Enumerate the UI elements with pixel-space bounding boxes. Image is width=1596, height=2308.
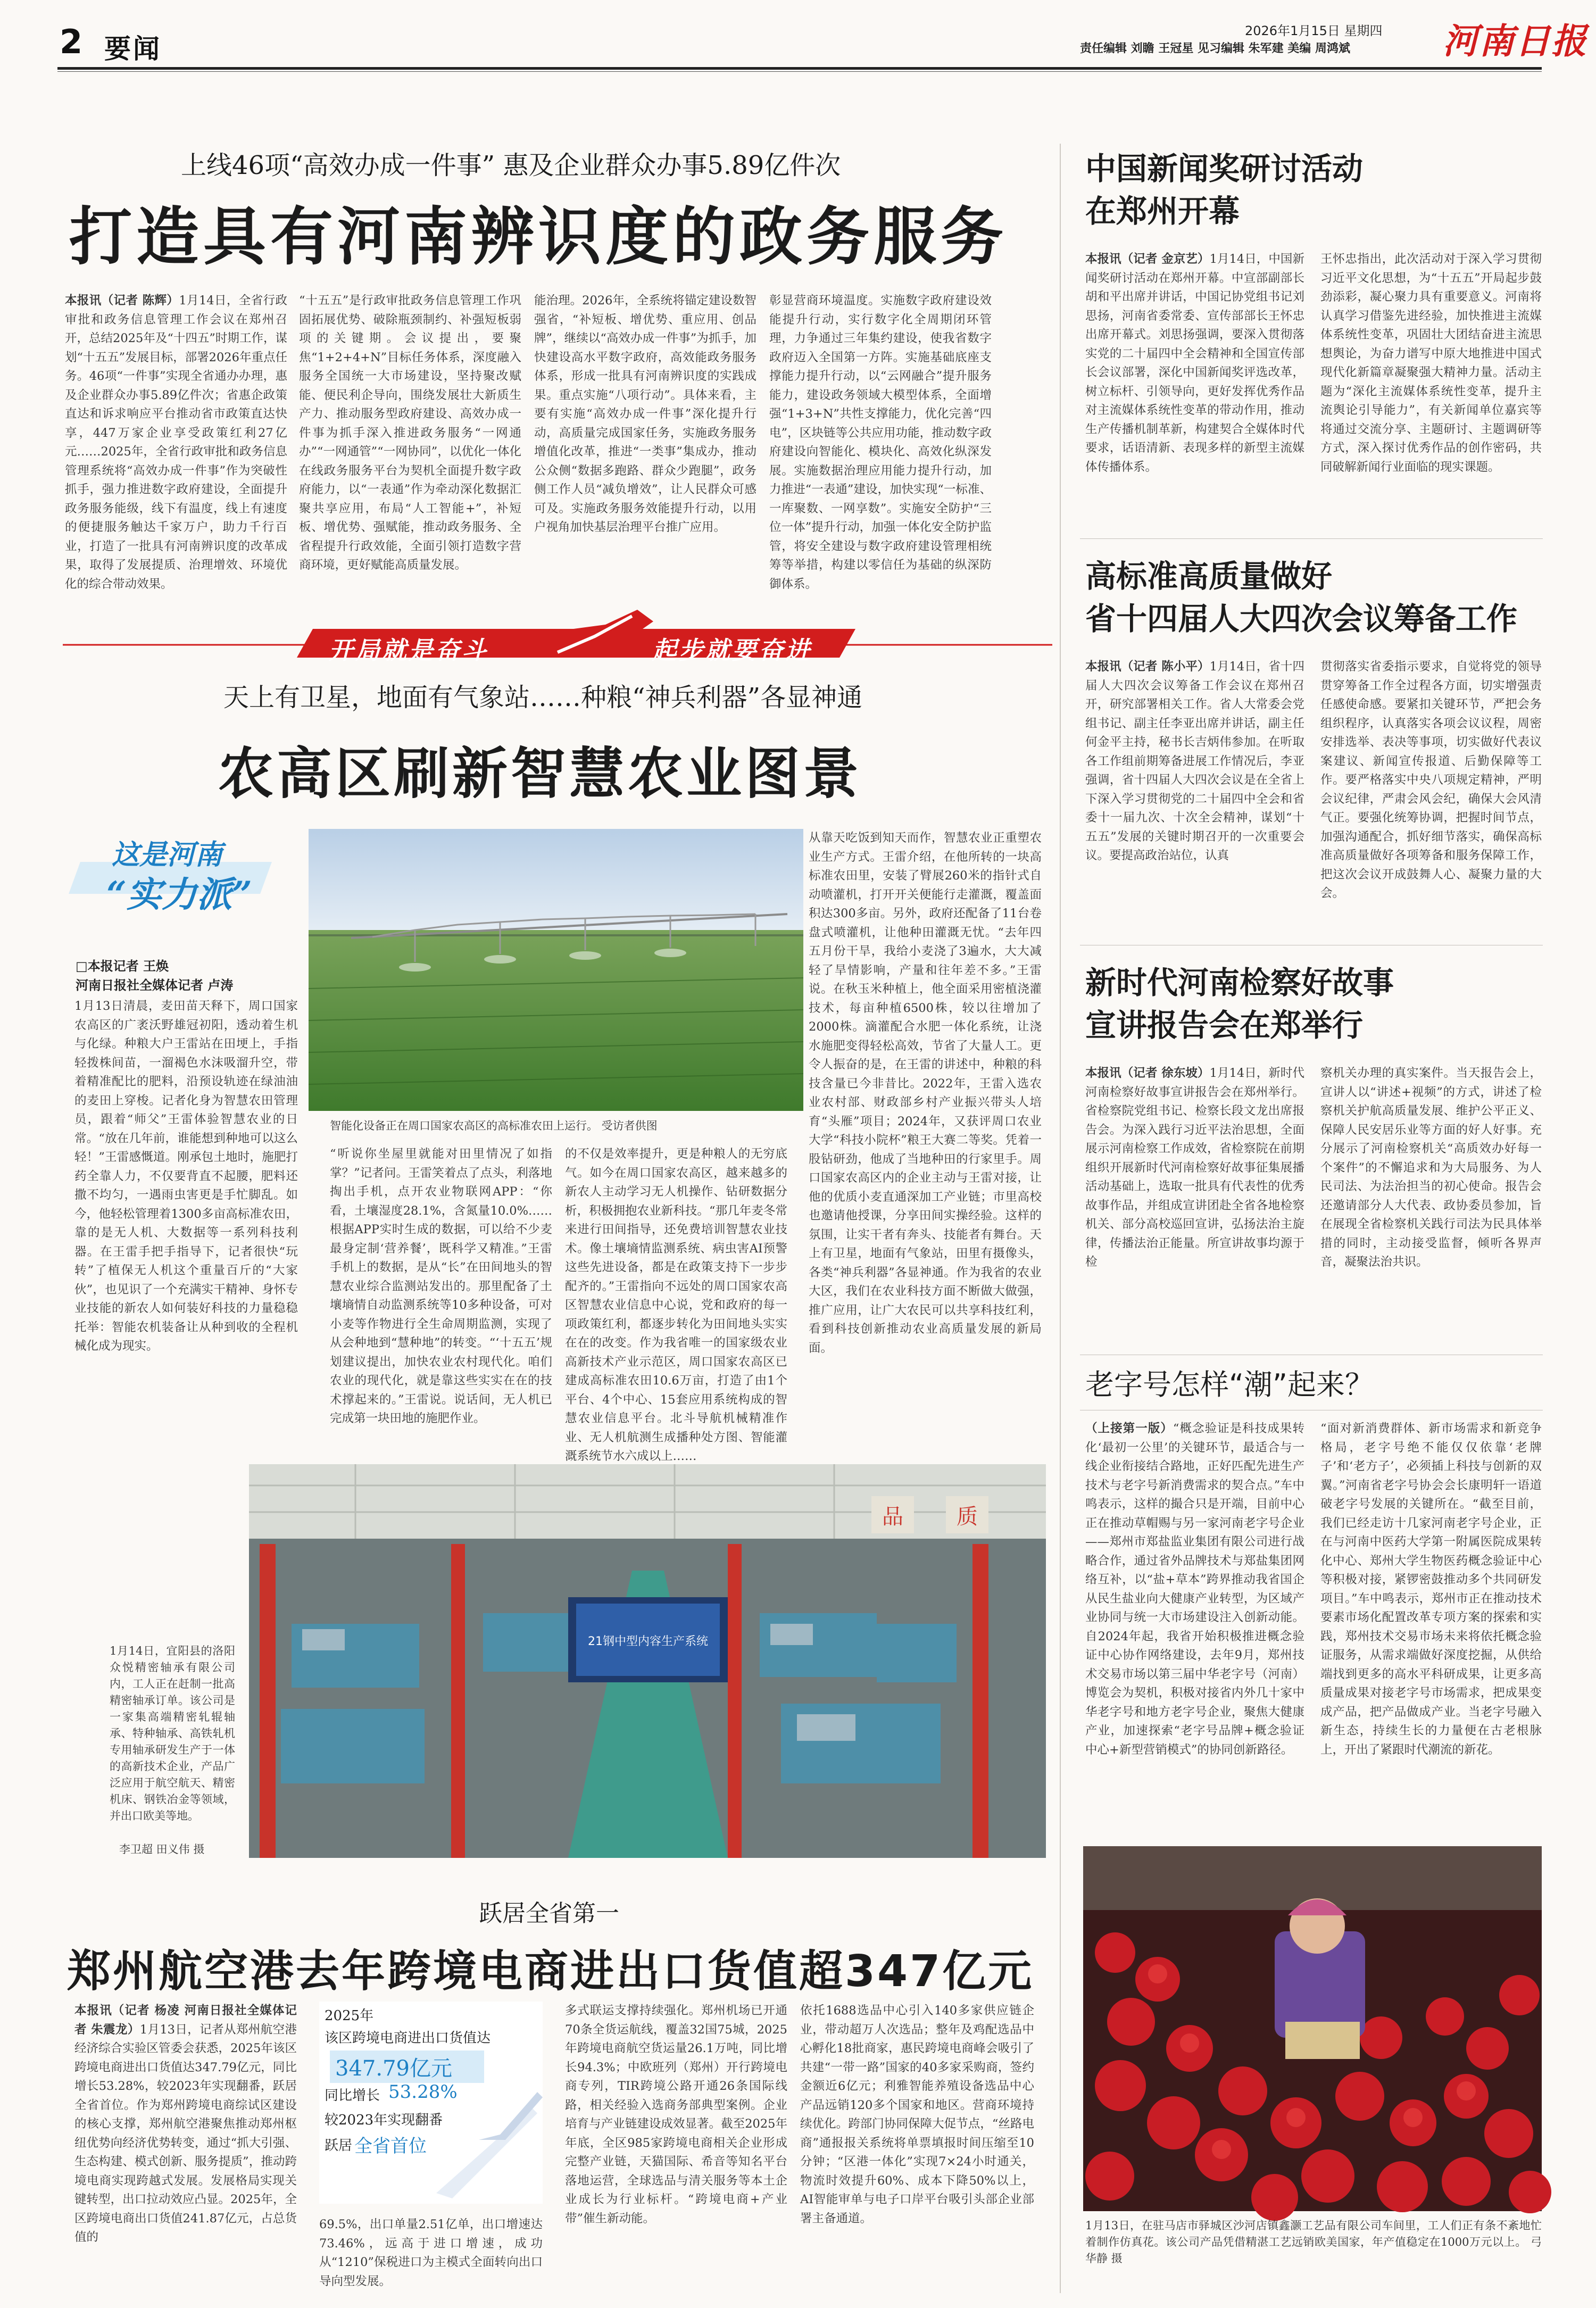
agri-col-2: “听说你坐屋里就能对田里情况了如指掌？”记者问。王雷笑着点了点头，利落地掏出手机，点开农业物联网APP：“你看，土壤湿度28.1%，含氮量10.0%……根据APP实时生成的数据，可以给不少麦最身定制‘营养餐’，既科学又精准。”王雷手机上的数据，是从“长”在田间地头的智慧农业综合监测站发出的。那里配备了土壤墒情自动监测系统等10多种设备，可对小麦等作物进行全生命周期监测，实现了从会种地到“慧种地”的转变。“‘十五五’规划建议提出，加快农业农村现代化。咱们农业的现代化，就是靠这些实实在在的技术撑起来的。”王雷说。说话间，无人机已完成第一块田地的施肥作业。 xyxy=(330,1147,552,1425)
award-col-1 xyxy=(1085,250,1304,534)
paper-name-logo: 河南日报 xyxy=(1443,20,1587,62)
lead-byline: 本报讯（记者 陈辉） xyxy=(65,294,179,308)
right-rule-1 xyxy=(1080,538,1543,539)
lead-kicker: 上线46项“高效办成一件事” 惠及企业群众办事5.89亿件次 xyxy=(181,151,841,180)
lead-col-3: 能治理。2026年，全系统将锚定建设数智强省，“补短板、增优势、重应用、创品牌”，继续以“高效办成一件事”为抓手，加快建设高水平数字政府，高效能政务服务体系，形成一批具有河南辨识度的实践成果。重点实施“八项行动”。具体来看，主要有实施“高效办成一件事”深化提升行动，高质量完成国家任务，实施政务服务增值化改革，推进“一类事”集成办，推动公众侧“数据多跑路、群众少跑腿”，政务侧工作人员“减负增效”，让人民群众可感可及。实施政务服务效能提升行动，以用户视角加快基层治理平台推广应用。 xyxy=(534,294,757,534)
procur-col-1 xyxy=(1085,1064,1304,1348)
lead-title: 打造具有河南辨识度的政务服务 xyxy=(69,200,1008,273)
factory-floor-illustration xyxy=(249,1464,1046,1858)
factory-photo xyxy=(249,1464,1046,1858)
infobox-compare: 较2023年实现翻番 xyxy=(325,2112,443,2128)
brand-subtitle: （上接第一版） xyxy=(1085,1422,1173,1435)
procur-col-2: 察机关办理的真实案件。当天报告会上，宣讲人以“讲述+视频”的方式，讲述了检察机关护航高质量发展、维护公平正义、保障人民安居乐业等方面的好人好事。充分展示了河南检察机关“高质效办好每一个案件”的不懈追求和为大局服务、为人民司法、为法治担当的初心使命。报告会还邀请部分人大代表、政协委员参加，旨在展现全省检察机关践行司法为民具体举措的同时，主动接受监督，倾听各界声音，凝聚法治共识。 xyxy=(1320,1066,1542,1269)
section-name: 要闻 xyxy=(104,34,162,64)
banner-right-text: 起步就要奋进 xyxy=(652,636,812,665)
agri-title: 农高区刷新智慧农业图景 xyxy=(218,741,862,806)
lead-text-1: 1月14日，全省行政审批和政务信息管理工作会议在郑州召开，总结2025年及“十四五”时期工作，谋划“十五五”发展目标，部署2026年重点任务。46项“一件事”实现全省通办办理，惠及企业群众办事5.89亿件次；省惠企政策直达和诉求响应平台推动省市政策直达快享，447万家企业享受政策红利27亿元……2025年，全省行政审批和政务信息管理系统将“高效办成一件事”作为突破性抓手，强力推进数字政府建设，全面提升政务服务能级，线下有温度，线上有速度的便捷服务触达千家万户，助力千行百业，打造了一批具有河南辨识度的改革成果，取得了发展提质、治理增效、环境优化的综合带动效果。 xyxy=(65,294,287,591)
award-byline: 本报讯（记者 金京艺） xyxy=(1085,252,1210,266)
infobox-label: 该区跨境电商进出口货值达 xyxy=(325,2030,491,2046)
port-col-3: 多式联运支撑持续强化。郑州机场已开通70条全货运航线，覆盖32国75城，2025年跨境电商航空货运量26.1万吨，同比增长94.3%；中欧班列（郑州）开行跨境电商专列，TIR跨境公路开通26条国际线路，相关经验入选商务部典型案例。企业培育与产业链建设成效显著。截至2025年年底，全区985家跨境电商相关企业形成完整产业链，天猫国际、希音等知名平台落地运营，全球选品与清关服务等本土企业成长为行业标杆。“跨境电商+产业带”催生新动能。 xyxy=(565,2004,787,2226)
procur-title-line-1: 新时代河南检察好故事 xyxy=(1085,965,1394,1001)
award-col-2: 王怀忠指出，此次活动对于深入学习贯彻习近平文化思想，为“十五五”开局起步鼓劲添彩，凝心聚力具有重要意义。河南将认真学习借鉴先进经验，加快推进主流媒体系统性变革，巩固壮大团结奋进主流思想舆论，为奋力谱写中原大地推进中国式现代化新篇章凝聚强大精神力量。活动主题为“深化主流媒体系统性变革，提升主流舆论引导能力”，有关新闻单位嘉宾等将通过交流分享、主题研讨、主题调研等方式，深入探讨优秀作品的创作密码，共同破解新闻行业面临的现实课题。 xyxy=(1320,252,1542,474)
port-infobox xyxy=(319,2002,543,2204)
artificial-flowers-illustration xyxy=(1083,1846,1542,2211)
factory-screen-text: 21钢中型内容生产系统 xyxy=(588,1635,708,1648)
npc-title-line-1: 高标准高质量做好 xyxy=(1085,558,1333,594)
npc-col-1 xyxy=(1085,658,1304,942)
award-title-line-2: 在郑州开幕 xyxy=(1085,193,1240,229)
infobox-growth-label: 同比增长 xyxy=(325,2088,380,2104)
brand-title: 老字号怎样“潮”起来？ xyxy=(1085,1368,1374,1401)
npc-title-line-2: 省十四届人大四次会议筹备工作 xyxy=(1085,601,1518,637)
factory-caption: 1月14日，宜阳县的洛阳众悦精密轴承有限公司内，工人正在赶制一批高精密轴承订单。该公司是一家集高端精密轧辊轴承、特种轴承、高铁轧机专用轴承研发生产于一体的高新技术企业，产品广泛应用于航空航天、精密机床、钢铁冶金等领域，并出口欧美等地。 xyxy=(110,1645,235,1822)
port-byline: 本报讯（记者 杨凌 河南日报社全媒体记者 朱震龙） xyxy=(74,2004,297,2037)
port-col-1 xyxy=(74,2002,297,2299)
port-title: 郑州航空港去年跨境电商进出口货值超347亿元 xyxy=(67,1946,1034,1997)
agri-kicker: 天上有卫星，地面有气象站……种粮“神兵利器”各显神通 xyxy=(223,683,863,712)
npc-text-1: 1月14日，省十四届人大四次会议筹备工作会议在郑州召开，研究部署相关工作。省人大常委会党组书记、副主任李亚出席并讲话，副主任何金平主持，秘书长吉炳伟参加。在听取各工作组前期筹备进展工作情况后，李亚强调，省十四届人大四次会议是在全省上下深入学习贯彻党的二十届四中全会和省委十一届九次、十次全会精神，谋划“十五五”发展的关键时期召开的一次重要会议。要提高政治站位，认真 xyxy=(1085,660,1304,862)
award-text-1: 1月14日，中国新闻奖研讨活动在郑州开幕。中宣部副部长胡和平出席并讲话，中国记协党组书记刘思扬，河南省委常委、宣传部部长王怀忠出席开幕式。刘思扬强调，要深入贯彻落实党的二十届四中全会精神和全国宣传部长会议部署，深化中国新闻奖评选改革，树立标杆、引领导向，更好发挥优秀作品对主流媒体系统性变革的带动作用，推动生产传播机制革新，构建契合全媒体时代要求，话语清新、表现多样的新型主流媒体传播体系。 xyxy=(1085,252,1304,474)
infobox-rank: 全省首位 xyxy=(354,2136,427,2157)
date-line: 2026年1月15日 星期四 xyxy=(1245,23,1383,38)
lead-col-4: 彰显营商环境温度。实施数字政府建设效能提升行动，实行数字化全周期闭环管理，力争通过三年集约建设，使我省数字政府迈入全国第一方阵。实施基础底座支撑能力提升行动，以“云网融合”提升服务能力，建设政务领域大模型体系，全面增强“1+3+N”共性支撑能力，优化完善“四电”，区块链等公共应用功能，推动数字政府建设向智能化、模块化、高效化纵深发展。实施数据治理应用能力提升行动，加力推进“一表通”建设，加快实现“一标准、一库聚数、一网享数”。实施安全防护“三位一体”提升行动，加强一体化安全防护监管，将安全建设与数字政府建设管理相统筹等举措，构建以零信任为基础的纵深防御体系。 xyxy=(769,294,992,591)
irrigation-field-illustration xyxy=(309,829,803,1111)
flowers-photo-caption xyxy=(1085,2218,1542,2267)
lead-col-1 xyxy=(65,292,287,594)
infobox-value: 347.79亿元 xyxy=(330,2050,484,2083)
flowers-photo xyxy=(1083,1846,1542,2211)
procur-byline: 本报讯（记者 徐东坡） xyxy=(1085,1066,1210,1080)
agri-col-4: 从靠天吃饭到知天而作，智慧农业正重塑农业生产方式。王雷介绍，在他所转的一块高标准农田里，安装了臂展260米的指针式自动喷灌机，打开开关便能行走灌溉，覆盖面积达300多亩。另外，政府还配备了11台卷盘式喷灌机，让他种田灌溉无忧。“去年四五月份干旱，我给小麦浇了3遍水，大大减轻了旱情影响，产量和往年差不多。”王雷说。在秋玉米种植上，他全面采用密植浇灌技术，每亩种植6500株，较以往增加了2000株。滴灌配合水肥一体化系统，让浇水施肥变得轻松高效，节省了大量人工。更令人振奋的是，在王雷的讲述中，种粮的科技含量已今非昔比。2022年，王雷入选农业农村部、财政部乡村产业振兴带头人培育“头雁”项目；2024年，又获评周口农业大学“科技小院杯”粮王大赛二等奖。凭着一股钻研劲，他成了当地种田的行家里手。周口国家农高区内的企业主动与王雷对接，让他的优质小麦直通深加工产业链；市里高校也邀请他授课，分享田间实操经验。这样的氛围，让实干者有奔头、技能者有舞台。天上有卫星，地面有气象站，田里有摄像头，各类“神兵利器”各显神通。作为我省的农业大区，我们在农业科技方面不断做大做强，推广应用，让广大农民可以共享科技红利，看到科技创新推动农业高质量发展的新局面。 xyxy=(809,831,1042,1355)
banner-graphic xyxy=(63,609,1052,661)
factory-sign-char-1: 品 xyxy=(882,1505,903,1529)
npc-col-2: 贯彻落实省委指示要求，自觉将党的领导贯穿筹备工作全过程各方面，切实增强责任感使命感。要紧扣关键环节，严把会务组织程序，认真落实各项会议议程，周密安排选举、表决等事项，切实做好代表议案建议、新闻宣传报道、后勤保障等工作。要严格落实中央八项规定精神，严明会议纪律，严肃会风会纪，确保大会风清气正。要强化统筹协调，把握时间节点，加强沟通配合，抓好细节落实，确保高标准高质量做好各项筹备和服务保障工作，把这次会议开成鼓舞人心、凝聚力量的大会。 xyxy=(1320,660,1542,900)
editors-line: 责任编辑 刘瞻 王冠星 见习编辑 朱军建 美编 周鸿斌 xyxy=(1080,42,1350,55)
agri-byline-2: 河南日报社全媒体记者 卢涛 xyxy=(76,977,234,993)
port-kicker: 跃居全省第一 xyxy=(479,1900,619,1927)
agri-photo-caption: 智能化设备正在周口国家农高区的高标准农田上运行。 受访者供图 xyxy=(330,1119,658,1132)
port-col-4: 依托1688选品中心引入140多家供应链企业，带动超万人次选品；整年及鸡配选品中心孵化18批商家，惠民跨境电商峰会吸引了共建“一带一路”国家的40多家采购商，签约金额近6亿元；利雅智能养殖设备选品中心产品远销120多个国家和地区。营商环境持续优化。跨部门协同保障大促节点，“丝路电商”通报报关系统将单票填报时间压缩至10分钟；“区港一体化”实现7×24小时通关，物流时效提升60%、成本下降50%以上，AI智能审单与电子口岸平台吸引头部企业部署主备通道。 xyxy=(800,2004,1034,2226)
masthead-rule-thin xyxy=(57,71,1542,72)
flowers-caption-text: 1月13日，在驻马店市驿城区沙河店镇鑫灏工艺品有限公司车间里，工人们正有条不紊地忙着制作仿真花。该公司产品凭借精湛工艺远销欧美国家，年产值稳定在1000万元以上。 xyxy=(1085,2219,1542,2248)
banner xyxy=(63,609,1052,665)
factory-sign-char-2: 质 xyxy=(957,1505,978,1529)
agri-col-1: 1月13日清晨，麦田苗天释下，周口国家农高区的广袤沃野雄冠初阳，透动着生机与化绿。种粮大户王雷站在田埂上，手指轻拨株间苗，一溜褐色水沫吸溜升空，带着精准配比的肥料，沿预设轨迹在绿油油的麦田上穿梭。记者化身为智慧农田管理员，跟着“师父”王雷体验智慧农业的日常。“放在几年前，谁能想到种地可以这么轻！”王雷感慨道。刚承包土地时，施肥打药全靠人力，不仅要背直不起腰，肥料还撒不均匀，一遇雨虫害更是手忙脚乱。如今，他轻松管理着1300多亩高标准农田，靠的是无人机、大数据等一系列科技利器。在王雷手把手指导下，记者很快“玩转”了植保无人机这个重量百斤的“大家伙”，也见识了一个充满实干精神、身怀专业技能的新农人如何装好科技的力量稳稳托举：智能农机装备让从种到收的全程机械化成为现实。 xyxy=(74,999,298,1353)
flowers-caption-credit: 弓华静 摄 xyxy=(1085,2236,1542,2265)
agri-photo xyxy=(309,829,803,1111)
infobox-rank-label: 跃居 xyxy=(325,2138,353,2154)
npc-byline: 本报讯（记者 陈小平） xyxy=(1085,660,1210,674)
award-title-line-1: 中国新闻奖研讨活动 xyxy=(1085,151,1364,187)
procur-title-line-2: 宣讲报告会在郑举行 xyxy=(1085,1007,1364,1043)
brand-col-2: “面对新消费群体、新市场需求和新竞争格局，老字号绝不能仅仅依靠‘老牌子’和‘老方子’，必须插上科技与创新的双翼。”河南省老字号协会会长康明轩一语道破老字号发展的关键所在。“截至目前，我们已经走访十几家河南老字号企业，正在与河南中医药大学第一附属医院成果转化中心、郑州大学生物医药概念验证中心等积极对接，紧锣密鼓推动多个共同研发项目。”车中鸣表示，郑州市正在推动技术要素市场化配置改革专项方案的探索和实践，郑州技术交易市场未来将依托概念验证服务，从需求端做好深度挖掘，从供给端找到更多的高水平科研成果，让更多高质量成果对接老字号市场需求，把成果变成产品，把产品做成产业。当老字号融入新生态，持续生长的力量便在古老根脉上，开出了紧跟时代潮流的新花。 xyxy=(1320,1422,1542,1757)
agri-byline-1: □本报记者 王焕 xyxy=(76,958,169,974)
logo-line-2: “实力派” xyxy=(106,874,252,915)
infobox-growth: 53.28% xyxy=(388,2081,458,2103)
agri-col-3: 的不仅是效率提升，更是种粮人的无穷底气。如今在周口国家农高区，越来越多的新农人主动学习无人机操作、钻研数据分析，积极拥抱农业新科技。“那几年麦冬常来进行田间指导，还免费培训智慧农业技术。像土壤墒情监测系统、病虫害AI预警这些先进设备，都是在政策支持下一步步配齐的。”王雷指向不远处的周口国家农高区智慧农业信息中心说，党和政府的每一项政策红利，都逐步转化为田间地头实实在在的改变。作为我省唯一的国家级农业高新技术产业示范区，周口国家农高区已建成高标准农田10.6万亩，打造了由1个平台、4个中心、15套应用系统构成的智慧农业信息平台。北斗导航机械精准作业、无人机航测生成播种处方图、智能灌溉系统节水六成以上…… xyxy=(565,1147,787,1463)
lead-col-2: “十五五”是行政审批政务信息管理工作巩固拓展优势、破除瓶颈制约、补强短板弱项的关键期。会议提出，要聚焦“1+2+4+N”目标任务体系，深度融入服务全国统一大市场建设，坚持聚改赋能、便民利企导向，围绕发展壮大新质生产力、推动服务型政府建设、高效办成一件事为抓手深入推进政务服务“一网通办”“一网通管”“一网协同”，以优化一体化在线政务服务平台为契机全面提升数字政府能力，以“一表通”作为牵动深化数据汇聚共享应用，布局“人工智能+”，补短板、增优势、强赋能，推动政务服务、全省程提升行政效能，全面引领打造数字营商环境，更好赋能高质量发展。 xyxy=(299,294,521,572)
port-text-1: 1月13日，记者从郑州航空港经济综合实验区管委会获悉，2025年该区跨境电商进出口货值达347.79亿元，同比增长53.28%，较2023年实现翻番，跃居全省首位。作为郑州跨境电商综试区建设的核心支撑，郑州航空港聚焦推动郑州枢纽优势向经济优势转变，通过“抓大引强、生态构建、模式创新、服务提质”，推动跨境电商实现跨越式发展。发展格局实现关键转型，出口拉动效应凸显。2025年，全区跨境电商出口货值241.87亿元，占总货值的 xyxy=(74,2022,297,2244)
brand-text-1: “概念验证是科技成果转化‘最初一公里’的关键环节，最适合与一线企业衔接结合路地，正好匹配先进生产技术与老字号新消费需求的契合点。”车中鸣表示，这样的撮合只是开端，目前中心正在推动草帽赐与另一家河南老字号企业——郑州市郑盐监业集团有限公司进行战略合作，通过省外品牌技术与郑盐集团网络互补，以“盐+草本”跨界推动我省国企从民生盐业向大健康产业转型，为区域产业协同与统一大市场建设注入创新动能。自2024年起，我省开始积极推进概念验证中心协作网络建设，去年9月，郑州技术交易市场以第三届中华老字号（河南）博览会为契机，积极对接省内外几十家中华老字号和地方老字号企业，聚焦大健康产业，加速探索“老字号品牌+概念验证中心+新型营销模式”的协同创新路径。 xyxy=(1085,1422,1304,1757)
banner-left-text: 开局就是奋斗 xyxy=(329,636,488,665)
procur-text-1: 1月14日，新时代河南检察好故事宣讲报告会在郑州举行。省检察院党组书记、检察长段文龙出席报告会。为深入践行习近平法治思想，全面展示河南检察工作成效，省检察院在前期组织开展新时代河南检察好故事征集展播活动基础上，选取一批具有代表性的优秀故事作品，并组成宣讲团赴全省各地检察机关、部分高校巡回宣讲，弘扬法治主旋律，传播法治正能量。所宣讲故事均源于检 xyxy=(1085,1066,1304,1269)
agri-column-logo xyxy=(74,830,309,915)
infobox-year: 2025年 xyxy=(325,2008,374,2024)
page-number: 2 xyxy=(60,22,83,61)
factory-credit: 李卫超 田义伟 摄 xyxy=(119,1843,205,1856)
brand-col-1 xyxy=(1085,1419,1304,1824)
port-col-2: 69.5%，出口单量2.51亿单，出口增速达73.46%，远高于进口增速，成功从“1210”保税进口为主模式全面转向出口导向型发展。 xyxy=(319,2218,543,2288)
masthead-rule xyxy=(57,67,1542,70)
right-column-divider xyxy=(1060,144,1061,2293)
logo-line-1: 这是河南 xyxy=(112,838,223,871)
